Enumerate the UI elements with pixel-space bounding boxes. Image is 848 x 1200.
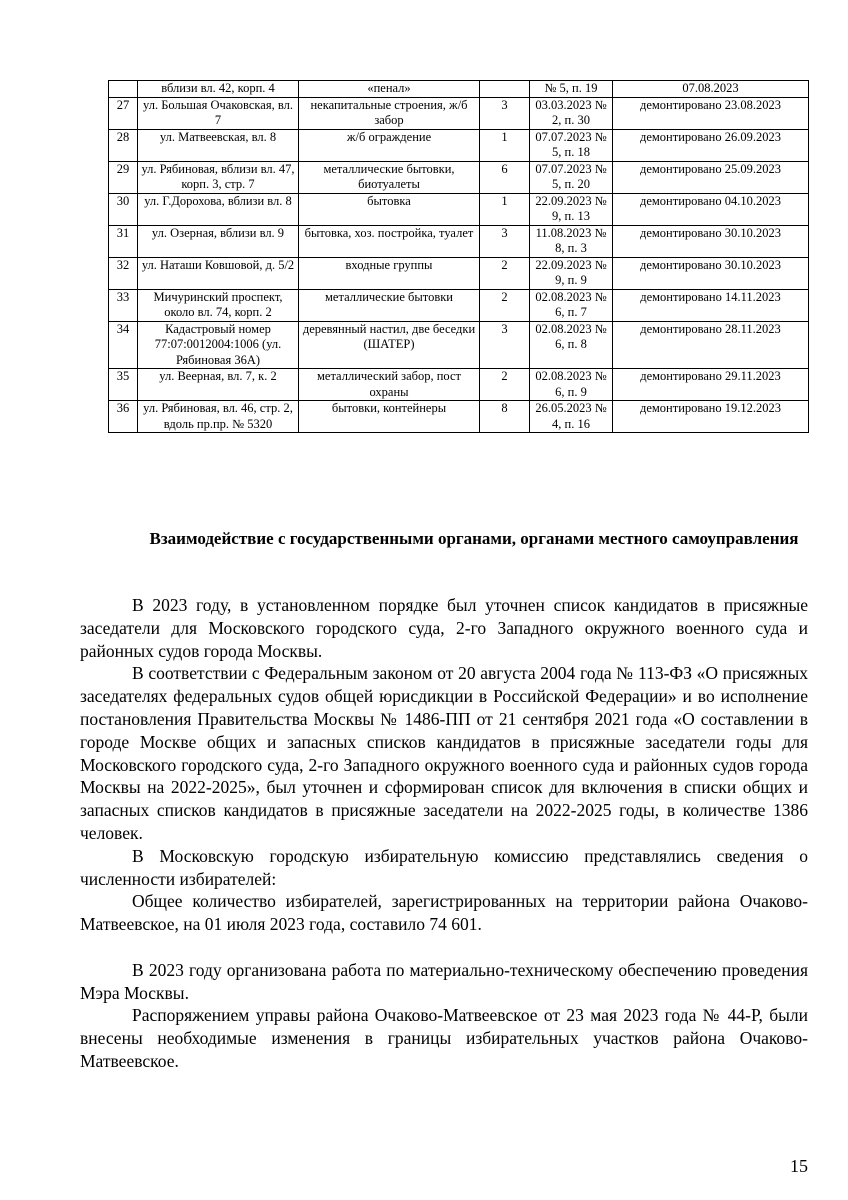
cell-row-number: 29 <box>109 161 138 193</box>
paragraph-mayor-support: В 2023 году организована работа по материально-техническому обеспечению проведения Мэра Москвы. <box>80 959 808 1003</box>
cell-decision: 07.07.2023 № 5, п. 20 <box>530 161 613 193</box>
cell-status: демонтировано 30.10.2023 <box>613 257 809 289</box>
cell-row-number: 31 <box>109 225 138 257</box>
cell-quantity: 1 <box>480 193 530 225</box>
cell-status: демонтировано 26.09.2023 <box>613 129 809 161</box>
table-row <box>109 401 809 433</box>
cell-address: ул. Наташи Ковшовой, д. 5/2 <box>138 257 299 289</box>
cell-quantity: 3 <box>480 321 530 369</box>
cell-quantity <box>480 81 530 98</box>
paragraph-jurors-list: В 2023 году, в установленном порядке был уточнен список кандидатов в присяжные заседатели для Московского городского суда, 2-го Западного окружного военного суда и районных судов города Москвы. <box>80 595 808 661</box>
cell-object: «пенал» <box>299 81 480 98</box>
table-row <box>109 129 809 161</box>
cell-object: бытовка <box>299 193 480 225</box>
cell-decision: 03.03.2023 № 2, п. 30 <box>530 97 613 129</box>
page-number: 15 <box>790 1156 808 1176</box>
cell-decision: 22.09.2023 № 9, п. 13 <box>530 193 613 225</box>
cell-quantity: 2 <box>480 257 530 289</box>
cell-quantity: 2 <box>480 369 530 401</box>
cell-address: ул. Большая Очаковская, вл. 7 <box>138 97 299 129</box>
cell-address: ул. Рябиновая, вл. 46, стр. 2, вдоль пр.пр. № 5320 <box>138 401 299 433</box>
cell-row-number: 33 <box>109 289 138 321</box>
cell-decision: 07.07.2023 № 5, п. 18 <box>530 129 613 161</box>
paragraph-federal-law: В соответствии с Федеральным законом от 20 августа 2004 года № 113-ФЗ «О присяжных заседателях федеральных судов общей юрисдикции в Российской Федерации» и во исполнение постановления Правительства Москвы № 1486-ПП от 21 сентября 2021 года «О составлении в городе Москве общих и запасных списков кандидатов в присяжные заседатели годы для Московского городского суда, 2-го Западного окружного военного суда и районных судов города Москвы на 2022-2025», был уточнен и сформирован список для включения в списки общих и запасных списков кандидатов в присяжные заседатели на 2022-2025 годы, в количестве 1386 человек. <box>80 663 808 843</box>
cell-status: демонтировано 23.08.2023 <box>613 97 809 129</box>
cell-object: ж/б ограждение <box>299 129 480 161</box>
cell-address: ул. Озерная, вблизи вл. 9 <box>138 225 299 257</box>
cell-quantity: 8 <box>480 401 530 433</box>
cell-quantity: 6 <box>480 161 530 193</box>
table-row <box>109 97 809 129</box>
table-row <box>109 193 809 225</box>
cell-address: ул. Рябиновая, вблизи вл. 47, корп. 3, стр. 7 <box>138 161 299 193</box>
cell-status: демонтировано 04.10.2023 <box>613 193 809 225</box>
cell-decision: 11.08.2023 № 8, п. 3 <box>530 225 613 257</box>
cell-status: 07.08.2023 <box>613 81 809 98</box>
cell-decision: 02.08.2023 № 6, п. 8 <box>530 321 613 369</box>
table-row <box>109 81 809 98</box>
cell-decision: 02.08.2023 № 6, п. 9 <box>530 369 613 401</box>
table-body <box>109 81 809 433</box>
table-row <box>109 161 809 193</box>
cell-status: демонтировано 28.11.2023 <box>613 321 809 369</box>
cell-object: металлические бытовки, биотуалеты <box>299 161 480 193</box>
cell-address: ул. Матвеевская, вл. 8 <box>138 129 299 161</box>
table-row <box>109 225 809 257</box>
cell-object: металлические бытовки <box>299 289 480 321</box>
cell-quantity: 3 <box>480 225 530 257</box>
body-text <box>80 594 808 1073</box>
cell-address: Мичуринский проспект, около вл. 74, корп. 2 <box>138 289 299 321</box>
cell-address: ул. Г.Дорохова, вблизи вл. 8 <box>138 193 299 225</box>
cell-row-number: 30 <box>109 193 138 225</box>
paragraph-precinct-changes: Распоряжением управы района Очаково-Матвеевское от 23 мая 2023 года № 44-Р, были внесены необходимые изменения в границы избирательных участков района Очаково-Матвеевское. <box>80 1005 808 1071</box>
cell-quantity: 2 <box>480 289 530 321</box>
cell-row-number: 34 <box>109 321 138 369</box>
demolition-table <box>108 80 809 433</box>
table-row <box>109 257 809 289</box>
cell-object: деревянный настил, две беседки (ШАТЕР) <box>299 321 480 369</box>
cell-status: демонтировано 14.11.2023 <box>613 289 809 321</box>
cell-object: входные группы <box>299 257 480 289</box>
table-row <box>109 369 809 401</box>
cell-quantity: 3 <box>480 97 530 129</box>
cell-status: демонтировано 29.11.2023 <box>613 369 809 401</box>
cell-address: Кадастровый номер 77:07:0012004:1006 (ул. Рябиновая 36А) <box>138 321 299 369</box>
cell-object: бытовка, хоз. постройка, туалет <box>299 225 480 257</box>
cell-row-number: 27 <box>109 97 138 129</box>
cell-status: демонтировано 19.12.2023 <box>613 401 809 433</box>
cell-row-number: 32 <box>109 257 138 289</box>
table-row <box>109 321 809 369</box>
section-title: Взаимодействие с государственными органами, органами местного самоуправления <box>149 529 799 548</box>
cell-status: демонтировано 25.09.2023 <box>613 161 809 193</box>
cell-decision: 02.08.2023 № 6, п. 7 <box>530 289 613 321</box>
cell-decision: № 5, п. 19 <box>530 81 613 98</box>
cell-row-number: 36 <box>109 401 138 433</box>
cell-row-number <box>109 81 138 98</box>
cell-row-number: 35 <box>109 369 138 401</box>
cell-quantity: 1 <box>480 129 530 161</box>
cell-decision: 22.09.2023 № 9, п. 9 <box>530 257 613 289</box>
paragraph-election-commission: В Московскую городскую избирательную комиссию представлялись сведения о численности избирателей: <box>80 845 808 889</box>
cell-status: демонтировано 30.10.2023 <box>613 225 809 257</box>
cell-address: вблизи вл. 42, корп. 4 <box>138 81 299 98</box>
cell-object: металлический забор, пост охраны <box>299 369 480 401</box>
cell-object: бытовки, контейнеры <box>299 401 480 433</box>
paragraph-voters-count: Общее количество избирателей, зарегистрированных на территории района Очаково-Матвеевское, на 01 июля 2023 года, составило 74 601. <box>80 891 808 935</box>
cell-decision: 26.05.2023 № 4, п. 16 <box>530 401 613 433</box>
table-row <box>109 289 809 321</box>
cell-address: ул. Веерная, вл. 7, к. 2 <box>138 369 299 401</box>
cell-row-number: 28 <box>109 129 138 161</box>
cell-object: некапитальные строения, ж/б забор <box>299 97 480 129</box>
